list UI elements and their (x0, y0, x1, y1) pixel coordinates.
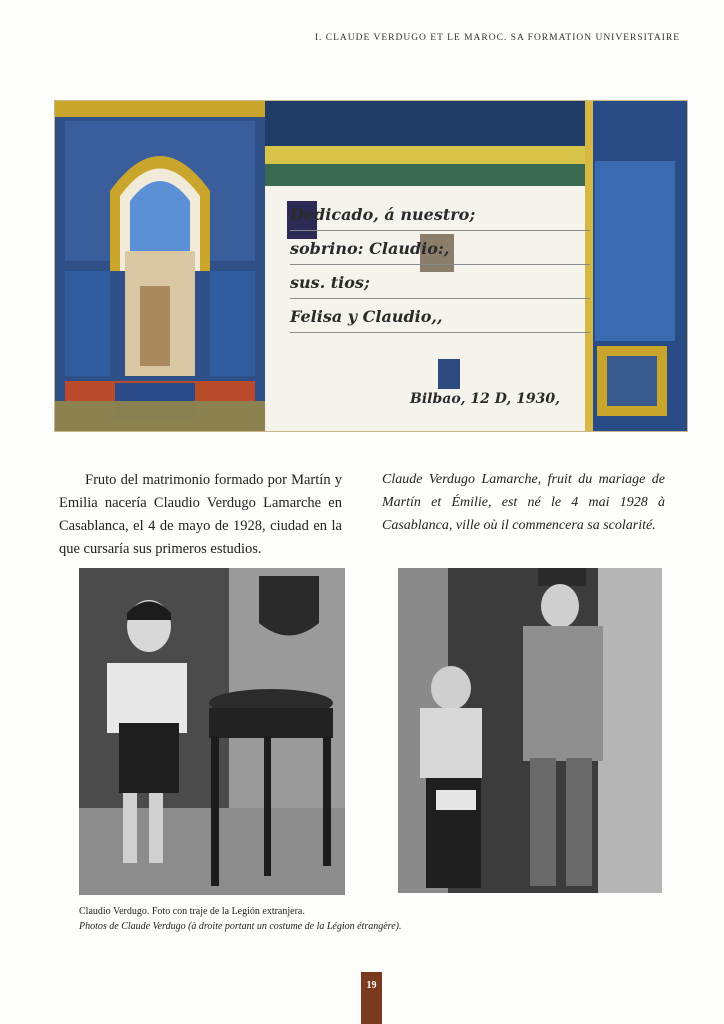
photo-caption-spanish: Claudio Verdugo. Foto con traje de la Legión extranjera. (79, 906, 305, 917)
photo-children-outdoors (398, 568, 662, 893)
photo-caption-french: Photos de Claude Verdugo (à droite portant un costume de la Légion étrangère). (79, 921, 402, 932)
running-head: I. CLAUDE VERDUGO ET LE MAROC. SA FORMATION UNIVERSITAIRE (314, 33, 680, 43)
dedication-line-1: Dedicado, á nuestro; (290, 199, 590, 231)
body-text-spanish: Fruto del matrimonio formado por Martín y Emilia nacería Claudio Verdugo Lamarche en Casablanca, el 4 de mayo de 1928, ciudad en la que cursaría sus primeros estudios. (59, 471, 342, 557)
dedication-line-4: Felisa y Claudio,, (290, 301, 590, 333)
body-text-french: Claude Verdugo Lamarche, fruit du mariage de Martín et Émilie, est né le 4 mai 1928 à Casablanca, ville où il commencera sa scolarité. (382, 472, 665, 533)
illuminated-dedication (54, 100, 688, 432)
dedication-line-3: sus. tios; (290, 267, 590, 299)
dedication-place-date: Bilbao, 12 D, 1930, (410, 391, 561, 407)
page-number: 19 (361, 972, 382, 1024)
photo-child-portrait (79, 568, 345, 895)
dedication-line-2: sobrino: Claudio:, (290, 233, 590, 265)
dedication-text (290, 199, 590, 335)
